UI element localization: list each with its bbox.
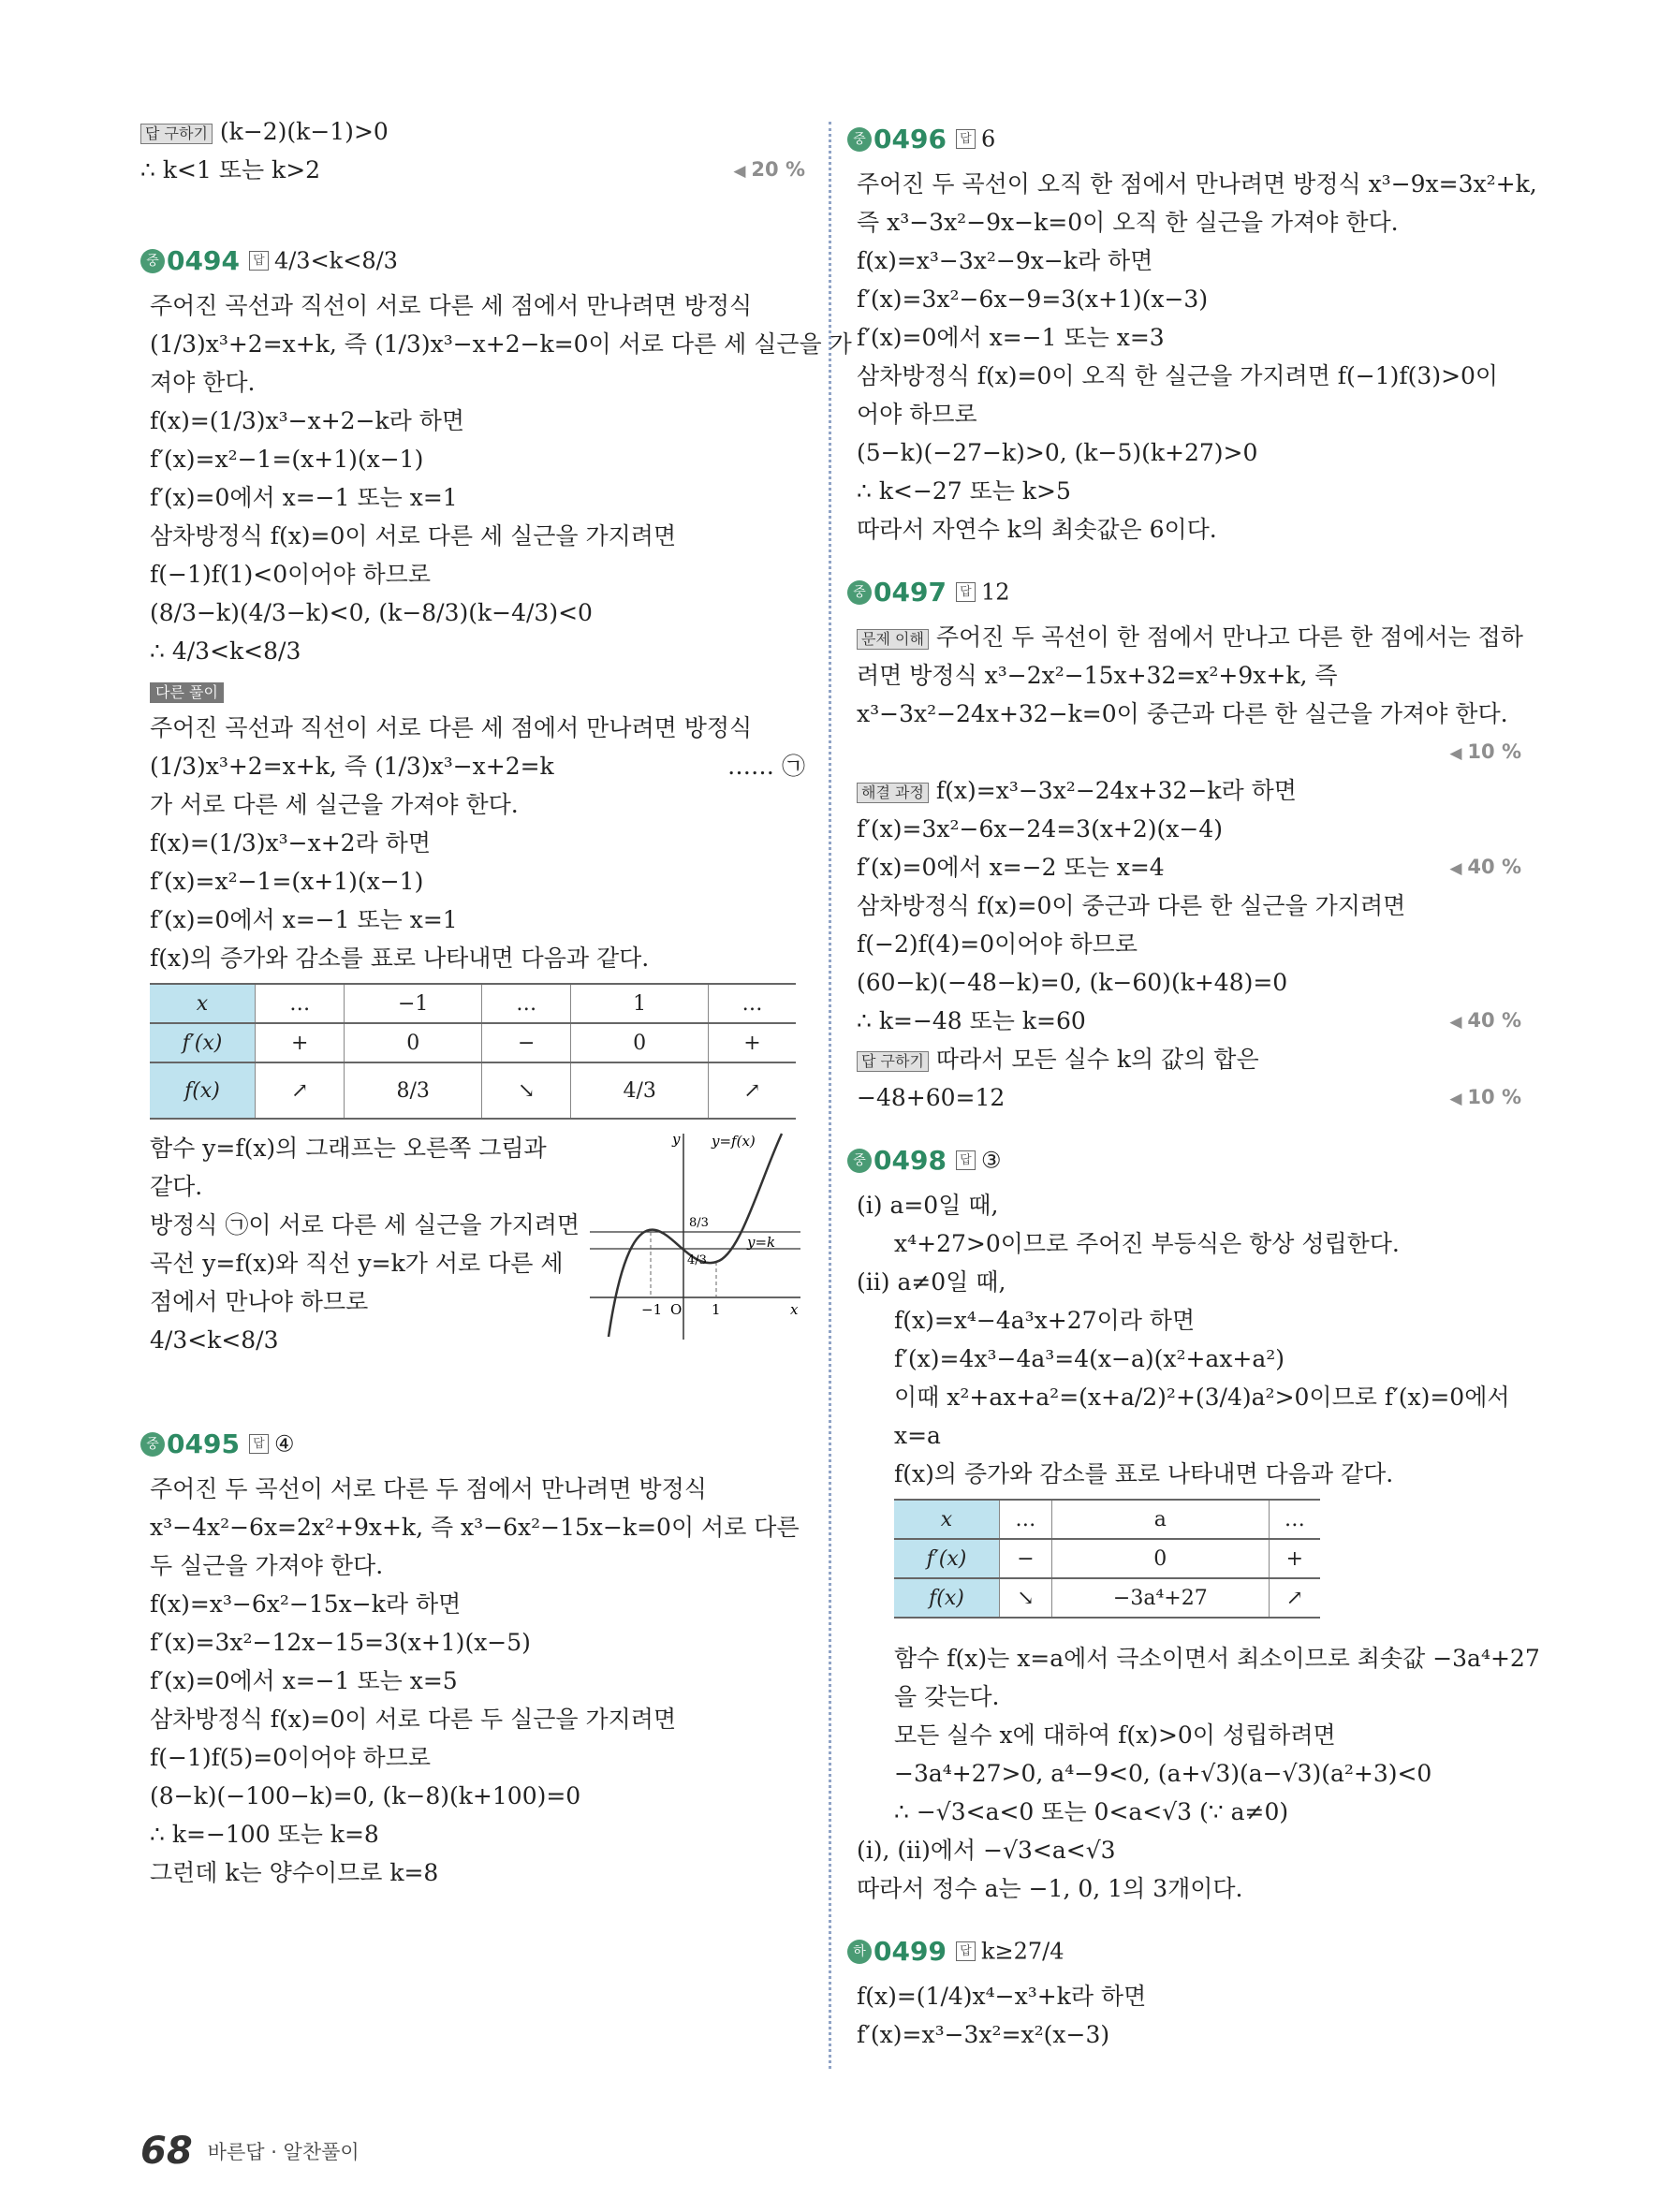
problem-header-0499	[847, 1925, 1521, 1977]
solution-line: f(x)=(1/3)x³−x+2−k라 하면	[150, 407, 465, 434]
solution-line: f′(x)=x³−3x²=x²(x−3)	[857, 2021, 1110, 2048]
table-cell: −1	[345, 984, 482, 1023]
table-cell: f′(x)	[150, 1023, 256, 1062]
problem-header-0494	[140, 234, 805, 286]
solution-text: −48+60=12	[857, 1084, 1006, 1111]
table-cell: 0	[571, 1023, 709, 1062]
table-cell: +	[256, 1023, 345, 1062]
solution-line: 두 실근을 가져야 한다.	[150, 1552, 384, 1579]
answer-icon: 답	[249, 251, 269, 271]
answer-value: k≥27/4	[980, 1938, 1064, 1965]
solution-line: 삼차방정식 f(x)=0이 서로 다른 두 실근을 가지려면	[150, 1706, 677, 1733]
step-tag: 문제 이해	[857, 629, 929, 650]
problem-header-0495	[140, 1417, 805, 1470]
value-label-high: 8/3	[689, 1216, 709, 1230]
solution-line: −3a⁴+27>0, a⁴−9<0, (a+√3)(a−√3)(a²+3)<0	[894, 1760, 1432, 1787]
solution-line: x³−3x²−24x+32−k=0이 중근과 다른 한 실근을 가져야 한다.	[857, 700, 1508, 727]
solution-line: (i), (ii)에서 −√3<a<√3	[857, 1837, 1116, 1864]
solution-line: 방정식 ㉠이 서로 다른 세 실근을 가지려면	[150, 1211, 580, 1238]
origin-label: O	[670, 1301, 683, 1318]
table-cell: 1	[571, 984, 709, 1023]
percent-row	[847, 733, 1521, 771]
solution-text: ∴ k=−48 또는 k=60	[857, 1007, 1086, 1034]
solution-line: 함수 y=f(x)의 그래프는 오른쪽 그림과	[150, 1135, 547, 1162]
solution-line: (5−k)(−27−k)>0, (k−5)(k+27)>0	[857, 439, 1258, 466]
problem-number: 0497	[874, 576, 947, 608]
problem-header-0496	[847, 112, 1521, 165]
tail-text-2: ∴ k<1 또는 k>2	[140, 156, 321, 183]
table-cell: +	[1269, 1539, 1320, 1578]
solution-line: f′(x)=x²−1=(x+1)(x−1)	[150, 868, 424, 895]
solution-line: 함수 f(x)는 x=a에서 극소이면서 최소이므로 최솟값 −3a⁴+27	[894, 1645, 1540, 1672]
solution-line: f(x)=x³−6x²−15x−k라 하면	[150, 1590, 462, 1618]
solution-line: f′(x)=4x³−4a³=4(x−a)(x²+ax+a²)	[894, 1345, 1285, 1372]
score-percent: ◀ 40 %	[1449, 848, 1521, 888]
solution-line	[847, 1040, 1521, 1078]
problem-header-0498	[847, 1134, 1521, 1186]
answer-value: ④	[273, 1430, 295, 1458]
solution-line: 을 갖는다.	[894, 1683, 1000, 1710]
solution-line: f′(x)=3x²−12x−15=3(x+1)(x−5)	[150, 1629, 531, 1656]
graph-section	[140, 1129, 805, 1372]
difficulty-badge: 중	[847, 127, 872, 152]
solution-line: f(−2)f(4)=0이어야 하므로	[857, 930, 1138, 958]
solution-line: f(x)=(1/4)x⁴−x³+k라 하면	[857, 1983, 1147, 2010]
solution-line: 져야 한다.	[150, 369, 256, 396]
column-divider	[829, 122, 831, 2069]
solution-line: ∴ −√3<a<0 또는 0<a<√3 (∵ a≠0)	[894, 1798, 1289, 1825]
score-percent: ◀ 20 %	[733, 151, 805, 191]
problem-number: 0499	[874, 1935, 947, 1967]
solution-line: 가 서로 다른 세 실근을 가져야 한다.	[150, 791, 519, 818]
table-cell: f(x)	[150, 1062, 256, 1119]
solution-line: 모든 실수 x에 대하여 f(x)>0이 성립하려면	[894, 1721, 1336, 1749]
step-tag: 답 구하기	[140, 124, 213, 144]
solution-text: 따라서 모든 실수 k의 값의 합은	[935, 1046, 1259, 1073]
problem-header-0497	[847, 565, 1521, 618]
tick-label-one: 1	[712, 1301, 721, 1318]
difficulty-badge: 중	[140, 249, 165, 273]
solution-line: 려면 방정식 x³−2x²−15x+32=x²+9x+k, 즉	[857, 662, 1338, 689]
solution-line: 주어진 곡선과 직선이 서로 다른 세 점에서 만나려면 방정식	[150, 292, 753, 319]
difficulty-badge: 중	[847, 1149, 872, 1173]
solution-line: f(−1)f(5)=0이어야 하므로	[150, 1744, 431, 1771]
solution-line: f′(x)=0에서 x=−1 또는 x=5	[150, 1667, 458, 1694]
solution-line: f′(x)=3x²−6x−9=3(x+1)(x−3)	[857, 286, 1209, 313]
solution-line	[847, 1002, 1521, 1040]
solution-line: f(x)=x³−3x²−9x−k라 하면	[857, 247, 1153, 274]
score-percent: ◀ 40 %	[1449, 1002, 1521, 1042]
problem-number: 0495	[167, 1428, 240, 1459]
solution-line: f(x)의 증가와 감소를 표로 나타내면 다음과 같다.	[894, 1460, 1394, 1487]
footer-label: 바른답 · 알찬풀이	[207, 2141, 360, 2163]
difficulty-badge: 중	[847, 580, 872, 605]
value-label-low: 4/3	[687, 1253, 707, 1267]
solution-line: 따라서 정수 a는 −1, 0, 1의 3개이다.	[857, 1875, 1243, 1902]
table-cell: ↗	[708, 1062, 796, 1119]
solution-line: f(x)=(1/3)x³−x+2라 하면	[150, 829, 431, 857]
solution-text: (1/3)x³+2=x+k, 즉 (1/3)x³−x+2=k	[150, 753, 554, 780]
left-column	[140, 112, 852, 1892]
table-cell: 8/3	[345, 1062, 482, 1119]
problem-number: 0496	[874, 123, 947, 154]
table-cell: f(x)	[894, 1578, 1000, 1618]
score-percent: ◀ 10 %	[1449, 1078, 1521, 1119]
solution-line: f′(x)=x²−1=(x+1)(x−1)	[150, 446, 424, 473]
variation-table	[894, 1499, 1320, 1619]
equation-mark: …… ㉠	[727, 753, 805, 780]
solution-line: 같다.	[150, 1173, 203, 1200]
solution-line: f′(x)=0에서 x=−1 또는 x=1	[150, 484, 458, 511]
table-cell: −	[1000, 1539, 1052, 1578]
solution-line: f(x)의 증가와 감소를 표로 나타내면 다음과 같다.	[150, 945, 650, 972]
table-cell: x	[894, 1500, 1000, 1539]
solution-line: (i) a=0일 때,	[857, 1192, 999, 1219]
solution-text: 주어진 두 곡선이 한 점에서 만나고 다른 한 점에서는 접하	[935, 623, 1523, 651]
problem-number: 0498	[874, 1144, 947, 1176]
step-tag: 해결 과정	[857, 783, 929, 803]
difficulty-badge: 하	[847, 1940, 872, 1964]
solution-line: 주어진 두 곡선이 서로 다른 두 점에서 만나려면 방정식	[150, 1475, 707, 1502]
table-cell: −	[481, 1023, 570, 1062]
table-cell: f′(x)	[894, 1539, 1000, 1578]
solution-line: 어야 하므로	[857, 401, 977, 428]
table-cell: ↘	[1000, 1578, 1052, 1618]
answer-icon: 답	[956, 1150, 976, 1170]
table-cell: 0	[345, 1023, 482, 1062]
table-cell: …	[1269, 1500, 1320, 1539]
score-percent: ◀ 10 %	[1449, 733, 1521, 773]
graph-explanation	[140, 1129, 580, 1359]
solution-text: f′(x)=0에서 x=−2 또는 x=4	[857, 854, 1165, 881]
difficulty-badge: 중	[140, 1432, 165, 1457]
right-column	[847, 112, 1540, 2054]
alt-solution-tag-row	[140, 670, 805, 709]
solution-line: 이때 x²+ax+a²=(x+a/2)²+(3/4)a²>0이므로 f′(x)=0에서	[894, 1384, 1510, 1411]
answer-value: 4/3<k<8/3	[273, 247, 398, 274]
solution-line: 따라서 자연수 k의 최솟값은 6이다.	[857, 516, 1217, 543]
tail-line-1	[140, 112, 805, 151]
solution-line: ∴ 4/3<k<8/3	[150, 637, 301, 665]
solution-line: 삼차방정식 f(x)=0이 오직 한 실근을 가지려면 f(−1)f(3)>0이	[857, 362, 1499, 389]
solution-line: 점에서 만나야 하므로	[150, 1288, 369, 1315]
problem-number: 0494	[167, 244, 240, 276]
solution-line: ∴ k<−27 또는 k>5	[857, 477, 1071, 505]
solution-line	[847, 618, 1521, 656]
solution-line: f(−1)f(1)<0이어야 하므로	[150, 561, 431, 588]
y-axis-label: y	[672, 1131, 681, 1148]
solution-line: (ii) a≠0일 때,	[857, 1268, 1006, 1296]
solution-line: (60−k)(−48−k)=0, (k−60)(k+48)=0	[857, 969, 1288, 996]
solution-line: (8−k)(−100−k)=0, (k−8)(k+100)=0	[150, 1782, 581, 1809]
tail-line-2	[140, 151, 805, 189]
table-cell: 0	[1051, 1539, 1269, 1578]
answer-value: 12	[980, 579, 1010, 606]
solution-line: 주어진 곡선과 직선이 서로 다른 세 점에서 만나려면 방정식	[150, 714, 753, 741]
solution-line: x³−4x²−6x=2x²+9x+k, 즉 x³−6x²−15x−k=0이 서로 다른	[150, 1514, 800, 1541]
solution-line: f′(x)=0에서 x=−1 또는 x=1	[150, 906, 458, 933]
solution-line: 삼차방정식 f(x)=0이 서로 다른 세 실근을 가지려면	[150, 522, 677, 549]
solution-line: f(x)=x⁴−4a³x+27이라 하면	[894, 1307, 1196, 1334]
solution-line: f′(x)=0에서 x=−1 또는 x=3	[857, 324, 1165, 351]
solution-line: 즉 x³−3x²−9x−k=0이 오직 한 실근을 가져야 한다.	[857, 209, 1399, 236]
table-cell: x	[150, 984, 256, 1023]
alt-solution-tag: 다른 풀이	[150, 682, 224, 703]
solution-line	[847, 848, 1521, 886]
solution-text: f(x)=x³−3x²−24x+32−k라 하면	[935, 777, 1297, 804]
table-cell: …	[708, 984, 796, 1023]
solution-line: 주어진 두 곡선이 오직 한 점에서 만나려면 방정식 x³−9x=3x²+k,	[857, 170, 1537, 198]
table-cell: …	[1000, 1500, 1052, 1539]
line-label: y=k	[747, 1234, 776, 1251]
solution-line	[847, 771, 1521, 810]
answer-icon: 답	[249, 1434, 269, 1454]
table-cell: ↘	[481, 1062, 570, 1119]
table-cell: +	[708, 1023, 796, 1062]
page-footer	[140, 2130, 360, 2173]
page-number: 68	[140, 2130, 193, 2173]
x-axis-label: x	[790, 1301, 799, 1318]
answer-icon: 답	[956, 582, 976, 602]
solution-line	[847, 1078, 1521, 1117]
table-cell: ↗	[1269, 1578, 1320, 1618]
step-tag: 답 구하기	[857, 1051, 929, 1072]
solution-line: 곡선 y=f(x)와 직선 y=k가 서로 다른 세	[150, 1250, 564, 1277]
tail-text-1: (k−2)(k−1)>0	[219, 118, 389, 145]
solution-line: (8/3−k)(4/3−k)<0, (k−8/3)(k−4/3)<0	[150, 599, 593, 626]
answer-value: ③	[980, 1147, 1002, 1174]
table-cell: 4/3	[571, 1062, 709, 1119]
answer-icon: 답	[956, 1941, 976, 1961]
table-cell: −3a⁴+27	[1051, 1578, 1269, 1618]
solution-line: ∴ k=−100 또는 k=8	[150, 1821, 379, 1848]
solution-line: 그런데 k는 양수이므로 k=8	[150, 1859, 439, 1886]
solution-line: x=a	[894, 1422, 941, 1449]
table-cell: …	[481, 984, 570, 1023]
variation-table	[150, 983, 796, 1120]
curve-label: y=f(x)	[712, 1133, 756, 1150]
answer-value: 6	[980, 125, 996, 153]
solution-line: 4/3<k<8/3	[150, 1326, 279, 1354]
solution-line: f′(x)=3x²−6x−24=3(x+2)(x−4)	[857, 815, 1223, 842]
solution-line: 삼차방정식 f(x)=0이 중근과 다른 한 실근을 가지려면	[857, 892, 1406, 919]
tick-label-minus-one: −1	[641, 1301, 663, 1318]
cubic-graph	[590, 1129, 805, 1344]
table-cell: ↗	[256, 1062, 345, 1119]
solution-line-marked	[140, 747, 805, 785]
solution-line: (1/3)x³+2=x+k, 즉 (1/3)x³−x+2−k=0이 서로 다른 세 실근을 가	[150, 330, 852, 358]
solution-line: x⁴+27>0이므로 주어진 부등식은 항상 성립한다.	[894, 1230, 1400, 1257]
table-cell: a	[1051, 1500, 1269, 1539]
answer-icon: 답	[956, 129, 976, 149]
table-cell: …	[256, 984, 345, 1023]
